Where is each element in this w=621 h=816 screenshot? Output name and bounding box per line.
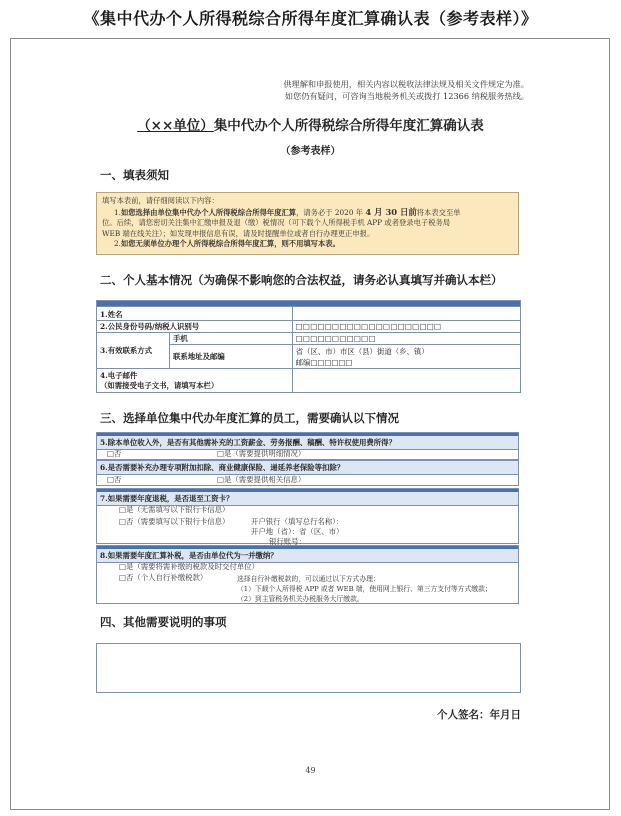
- question-5: [96, 432, 519, 460]
- q8-way-1: （1）下载个人所得税 APP 或者 WEB 端，使用网上银行、第三方支付等方式缴款；: [237, 585, 492, 593]
- q7-no-checkbox[interactable]: □否（需要填写以下银行卡信息）: [119, 517, 230, 526]
- q6-no-checkbox[interactable]: □否: [107, 475, 122, 484]
- q6-yes-note: （需要提供相关信息）: [231, 475, 306, 484]
- section-2-heading: 二、个人基本情况（为确保不影响您的合法权益，请务必认真填写并确认本栏）: [100, 273, 503, 287]
- other-notes-box[interactable]: [96, 643, 521, 693]
- q8-yes-checkbox[interactable]: □是（需要将需补缴的税款及时交付单位）: [119, 562, 260, 571]
- guide-intro: 填写本表前，请仔细阅读以下内容：: [102, 196, 219, 205]
- notice-text: [283, 78, 529, 102]
- guide-item-2-bold: 如您无须单位办理个人所得税综合所得年度汇算，则不用填写本表。: [120, 239, 340, 249]
- form-subtitle: （参考表样）: [280, 146, 341, 157]
- notice-line-1: 供理解和申报使用，相关内容以税收法律法规及相关文件规定为准。: [283, 79, 529, 89]
- guide-deadline: 4 月 30 日前: [365, 206, 417, 217]
- q8-way-2: （2）到主管税务机关办税服务大厅缴款。: [237, 595, 364, 603]
- section-4-heading: 四、其他需要说明的事项: [100, 615, 227, 629]
- email-label-note: （如需接受电子文书，请填写本栏）: [100, 380, 219, 390]
- name-label: 1.姓名: [97, 307, 293, 321]
- q5-no-checkbox[interactable]: □否: [107, 449, 122, 458]
- address-line: 省（区、市）市区（县）街道（乡、镇）: [295, 346, 429, 356]
- guide-item-1-bold: 如您选择由单位集中代办个人所得税综合所得年度汇算: [120, 207, 297, 217]
- guide-item-1-num: 1.: [114, 207, 121, 217]
- guide-item-1-text: ，请务必于 2020 年: [296, 207, 366, 217]
- guide-item-1-cont-2: WEB 端在线关注）；如发现申报信息有误，请及时提醒单位或者自行办理更正申报。: [102, 228, 375, 238]
- postcode-line: 邮编□□□□□□: [295, 357, 353, 367]
- question-7: [96, 488, 519, 544]
- q6-title: 6.是否需要补充办理专项附加扣除、商业健康保险、递延养老保险等扣除？: [97, 461, 518, 475]
- q7-bank-location[interactable]: 开户地（省）：省（区、市）: [251, 527, 344, 536]
- q5-yes-checkbox[interactable]: [217, 448, 305, 459]
- filling-instructions: [96, 192, 519, 255]
- page-number: 49: [305, 766, 316, 775]
- q6-yes-checkbox[interactable]: [217, 474, 305, 485]
- section-3-heading: 三、选择单位集中代办年度汇算的员工，需要确认以下情况: [100, 411, 399, 425]
- form-title: [0, 114, 621, 134]
- address-field[interactable]: [292, 345, 520, 369]
- id-field[interactable]: □□□□□□□□□□□□□□□□□□□□: [292, 321, 520, 333]
- contact-label: 3.有效联系方式: [97, 333, 170, 369]
- guide-item-2-num: 2.: [114, 239, 121, 249]
- section-1-heading: 一、填表须知: [100, 168, 169, 182]
- document-title: 《集中代办个人所得税综合所得年度汇算确认表（参考表样）》: [83, 9, 538, 28]
- signature-line: 个人签名：年月日: [437, 709, 521, 721]
- email-field[interactable]: [292, 369, 520, 393]
- q5-title: 5.除本单位收入外，是否有其他需补充的工资薪金、劳务报酬、稿酬、特许权使用费所得？: [97, 436, 518, 450]
- email-label: [97, 369, 293, 393]
- q7-title: 7.如果需要年度退税，是否退至工资卡？: [97, 492, 518, 506]
- guide-item-1-text-2: 将本表交至单: [416, 207, 461, 217]
- q8-way-intro: 选择自行补缴税款的，可以通过以下方式办理：: [237, 575, 380, 583]
- q8-title: 8.如果需要年度汇算补税，是否由单位代为一并缴纳？: [97, 549, 518, 563]
- q8-no-checkbox[interactable]: □否（个人自行补缴税款）: [119, 573, 208, 582]
- id-label: 2.公民身份号码/纳税人识别号: [97, 321, 293, 333]
- email-label-text: 4.电子邮件: [100, 370, 138, 380]
- q5-yes-label: □是: [217, 449, 232, 458]
- q7-account[interactable]: 银行账号：: [269, 537, 306, 546]
- notice-line-2: 如您仍有疑问，可咨询当地税务机关或拨打 12366 纳税服务热线。: [284, 91, 529, 101]
- form-title-unit: （××单位）: [137, 118, 214, 134]
- address-label: 联系地址及邮编: [170, 345, 293, 369]
- q5-yes-note: （需要提供明细情况）: [231, 449, 306, 458]
- q6-yes-label: □是: [217, 475, 232, 484]
- question-6: [96, 460, 519, 486]
- q7-yes-checkbox[interactable]: □是（无需填写以下银行卡信息）: [119, 505, 230, 514]
- phone-label: 手机: [170, 333, 293, 345]
- q7-bank-name[interactable]: 开户银行（填写总行名称）：: [251, 517, 344, 526]
- basic-info-table: [96, 300, 521, 393]
- question-8: [96, 545, 519, 604]
- guide-item-1: [102, 207, 513, 219]
- phone-field[interactable]: □□□□□□□□□□□: [292, 333, 520, 345]
- guide-item-1-cont: 位。后续，请您密切关注集中汇缴申报及退（缴）税情况（可下载个人所得税手机 APP 或者登录电子税务局: [102, 218, 451, 228]
- name-field[interactable]: [292, 307, 520, 321]
- form-title-main: 集中代办个人所得税综合所得年度汇算确认表: [213, 118, 484, 134]
- guide-item-2: [102, 239, 513, 250]
